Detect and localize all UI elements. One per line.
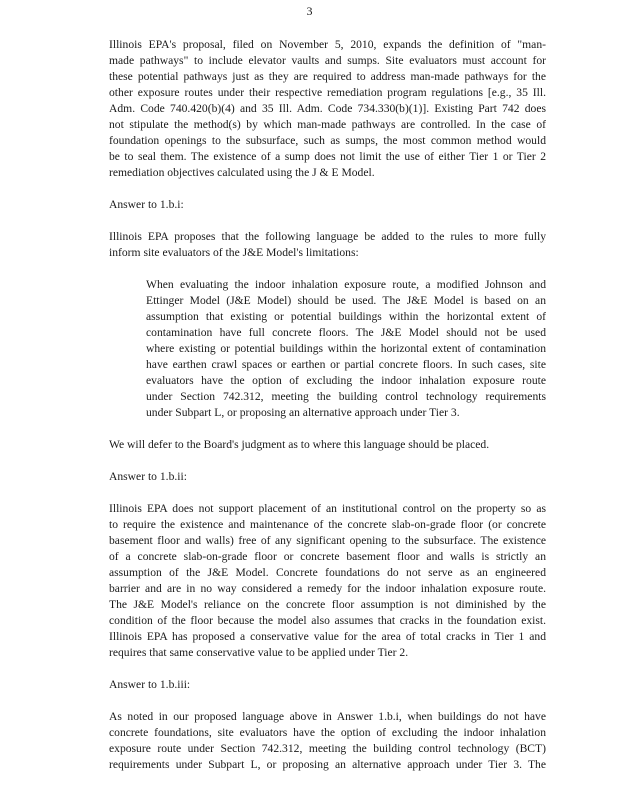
text-line: requires that same conservative value to be applied under Tier 2. xyxy=(109,646,409,659)
text-line: of a concrete slab-on-grade floor or concrete basement floor and walls is strictly an xyxy=(109,550,546,563)
text-line: Answer to 1.b.ii: xyxy=(109,470,187,483)
text-line: requirements under Subpart L, or proposing an alternative approach under Tier 3. The xyxy=(109,758,546,771)
paragraph-p2 xyxy=(109,229,546,261)
text-line: exposure route under Section 742.312, meeting the building control technology (BCT) xyxy=(109,742,546,755)
text-line: We will defer to the Board's judgment as to where this language should be placed. xyxy=(109,438,490,451)
text-line: under Section 742.312, meeting the building control technology requirements xyxy=(146,390,546,403)
section-heading-h3 xyxy=(109,677,546,693)
text-line: under Subpart L, or proposing an alternative approach under Tier 3. xyxy=(146,406,460,419)
text-line: inform site evaluators of the J&E Model's limitations: xyxy=(109,246,359,259)
paragraph-p1 xyxy=(109,37,546,181)
paragraph-p4 xyxy=(109,501,546,661)
text-line: As noted in our proposed language above in Answer 1.b.i, when buildings do not have xyxy=(109,710,546,723)
text-line: assumption of the J&E Model. Concrete foundations do not serve as an engineered xyxy=(109,566,546,579)
text-line: to require the existence and maintenance of the concrete slab-on-grade floor (or concrete xyxy=(109,518,546,531)
text-line: Illinois EPA does not support placement of an institutional control on the property so as xyxy=(109,502,546,515)
text-line: these potential pathways just as they are required to address man-made pathways for the xyxy=(109,70,546,83)
text-line: not stipulate the method(s) by which man-made pathways are controlled. In the case of xyxy=(109,118,546,131)
text-line: where existing or potential buildings within the horizontal extent of contamination xyxy=(146,342,546,355)
text-line: Adm. Code 740.420(b)(4) and 35 Ill. Adm. Code 734.330(b)(1)]. Existing Part 742 does xyxy=(109,102,546,115)
block-quote-q1 xyxy=(146,277,546,421)
text-line: condition of the floor because the model also assumes that cracks in the foundation exist. xyxy=(109,614,546,627)
paragraph-p3 xyxy=(109,437,546,453)
text-line: evaluators have the option of excluding the indoor inhalation exposure route xyxy=(146,374,546,387)
text-line: Ettinger Model (J&E Model) should be used. The J&E Model is based on an xyxy=(146,294,546,307)
text-line: Illinois EPA has proposed a conservative value for the area of total cracks in Tier 1 and xyxy=(109,630,546,643)
text-line: be to seal them. The existence of a sump does not limit the use of either Tier 1 or Tier 2 xyxy=(109,150,546,163)
text-line: basement floor and walls) free of any significant opening to the subsurface. The existence xyxy=(109,534,546,547)
text-line: have earthen crawl spaces or earthen or partial concrete floors. In such cases, site xyxy=(146,358,546,371)
text-line: Answer to 1.b.iii: xyxy=(109,678,191,691)
section-heading-h2 xyxy=(109,469,546,485)
text-line: When evaluating the indoor inhalation exposure route, a modified Johnson and xyxy=(146,278,546,291)
text-line: other exposure routes under their respective remediation program regulations [e.g., 35 Ill. xyxy=(109,86,546,99)
page-number: 3 xyxy=(306,4,313,18)
text-line: made pathways" to include elevator vaults and sumps. Site evaluators must account for xyxy=(109,54,546,67)
section-heading-h1 xyxy=(109,197,546,213)
text-line: barrier and are in no way considered a remedy for the indoor inhalation exposure route. xyxy=(109,582,546,595)
text-line: foundation openings to the subsurface, such as sumps, the most common method would xyxy=(109,134,546,147)
text-line: contamination have full concrete floors. The J&E Model should not be used xyxy=(146,326,546,339)
text-line: Illinois EPA's proposal, filed on November 5, 2010, expands the definition of "man- xyxy=(109,38,546,51)
text-line: concrete foundations, site evaluators have the option of excluding the indoor inhalation xyxy=(109,726,546,739)
text-line: Answer to 1.b.i: xyxy=(109,198,184,211)
text-line: Illinois EPA proposes that the following language be added to the rules to more fully xyxy=(109,230,546,243)
text-line: remediation objectives calculated using the J & E Model. xyxy=(109,166,375,179)
text-line: The J&E Model's reliance on the concrete floor assumption is not diminished by the xyxy=(109,598,546,611)
paragraph-p5 xyxy=(109,709,546,773)
text-line: assumption that existing or potential buildings within the horizontal extent of xyxy=(146,310,546,323)
